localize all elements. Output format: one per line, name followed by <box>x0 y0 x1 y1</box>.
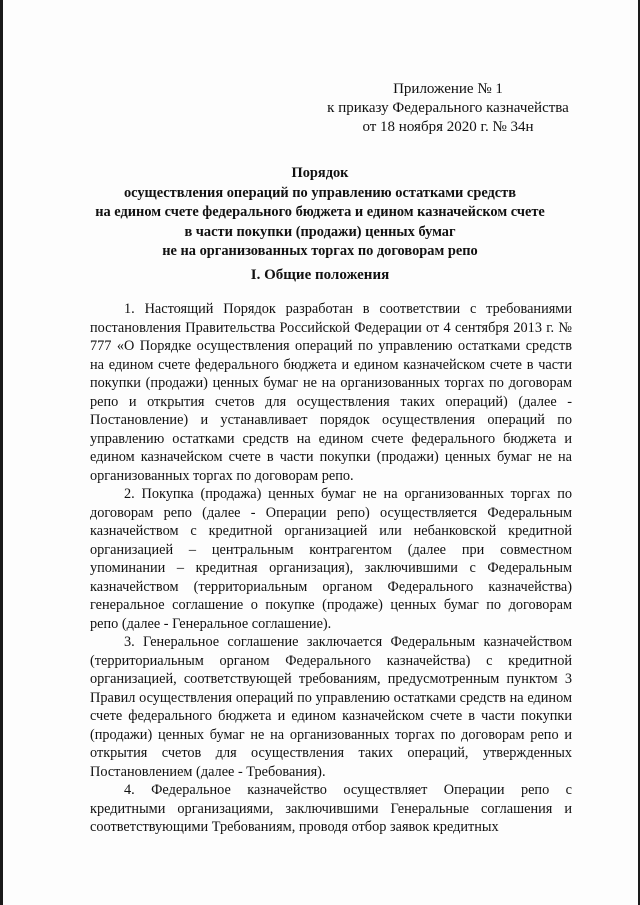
title-line-1: Порядок <box>291 165 349 181</box>
title-line-4: в части покупки (продажи) ценных бумаг <box>184 223 456 240</box>
paragraph-2: 2. Покупка (продажа) ценных бумаг не на организованных торгах по договорам репо (далее - Операции репо) осуществляется Федеральным казначейством с кредитной организацией или небанковской кредитной организацией – центральным контрагентом (далее при совместном упоминании – кредитная организация), заключившими с Федеральным казначейством (территориальным органом Федерального казначейства) генеральное соглашение о покупке (продаже) ценных бумаг по договорам репо (далее - Генеральное соглашение). <box>90 486 572 632</box>
appendix-line-1: Приложение № 1 <box>393 81 503 97</box>
paragraph-3: 3. Генеральное соглашение заключается Федеральным казначейством (территориальным органом Федерального казначейства) с кредитной организацией, соответствующей требованиям, предусмотренным пунктом 3 Правил осуществления операций по управлению остатками средств на едином счете федерального бюджета и едином казначейском счете в части покупки (продажи) ценных бумаг не на организованных торгах по договорам репо и открытия счетов для осуществления таких операций, утвержденных Постановлением (далее - Требования). <box>90 634 572 780</box>
appendix-line-3: от 18 ноября 2020 г. № 34н <box>362 119 534 135</box>
appendix-reference <box>318 80 578 137</box>
title-line-2: осуществления операций по управлению остатками средств <box>123 184 517 201</box>
paragraph-1: 1. Настоящий Порядок разработан в соответствии с требованиями постановления Правительства Российской Федерации от 4 сентября 2013 г. № 777 «О Порядке осуществления операций по управлению остатками средств на едином счете федерального бюджета и едином казначейском счете в части покупки (продажи) ценных бумаг не на организованных торгах по договорам репо и открытия счетов для осуществления таких операций) (далее - Постановление) и устанавливает порядок осуществления операций по управлению остатками средств на едином счете федерального бюджета и едином казначейском счете в части покупки (продажи) ценных бумаг не на организованных торгах по договорам репо. <box>90 301 572 484</box>
section-heading: I. Общие положения <box>250 267 390 283</box>
scan-edge-left <box>0 0 3 905</box>
paragraph-4: 4. Федеральное казначейство осуществляет Операции репо с кредитными организациями, заключившими Генеральные соглашения и соответствующими Требованиям, проводя отбор заявок кредитных <box>90 782 572 835</box>
appendix-line-2: к приказу Федерального казначейства <box>327 100 569 116</box>
title-line-3: на едином счете федерального бюджета и едином казначейском счете <box>95 204 545 220</box>
title-line-5: не на организованных торгах по договорам репо <box>162 243 478 259</box>
document-title <box>60 164 580 262</box>
document-body <box>90 300 572 837</box>
